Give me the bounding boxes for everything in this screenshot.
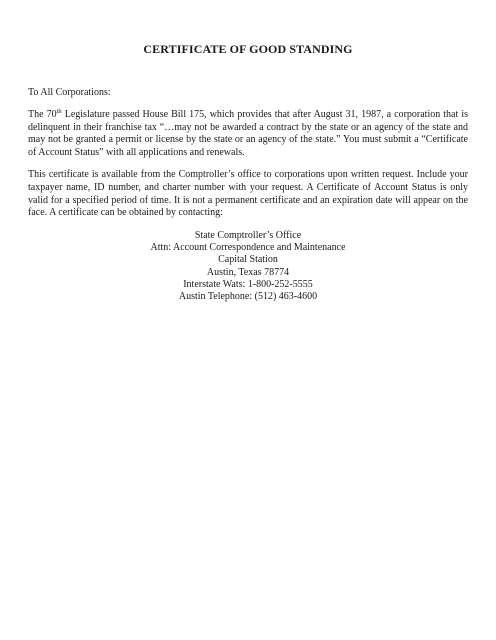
address-city: Austin, Texas 78774 [206,266,290,278]
address-attention: Attn: Account Correspondence and Maintenance [150,242,346,254]
address-wats-phone: Interstate Wats: 1-800-252-5555 [183,278,313,290]
address-station: Capital Station [218,254,278,266]
paragraph-house-bill-rest: Legislature passed House Bill 175, which provides that after August 31, 1987, a corporation that is delinquent in their franchise tax “…may not be awarded a contract by the state or an agency of the state and may not be granted a permit or license by the state or an agency of the state.” You must submit a “Certificate of Account Status” with all applications and renewals. [28,109,469,158]
paragraph-house-bill-lead: The 70 [28,109,57,120]
document-page [28,42,468,304]
address-office: State Comptroller’s Office [194,229,302,241]
document-title: CERTIFICATE OF GOOD STANDING [143,42,353,56]
address-austin-phone: Austin Telephone: (512) 463-4600 [178,291,318,303]
ordinal-superscript: th [56,108,62,115]
contact-address-block [28,230,468,304]
salutation: To All Corporations: [28,87,111,98]
paragraph-certificate-availability: This certificate is available from the Comptroller’s office to corporations upon written request. Include your taxpayer name, ID number, and charter number with your request. A Certificate of Account Status is only valid for a specified period of time. It is not a permanent certificate and an expiration date will appear on the face. A certificate can be obtained by contacting: [28,169,468,219]
paragraph-house-bill [28,109,468,159]
